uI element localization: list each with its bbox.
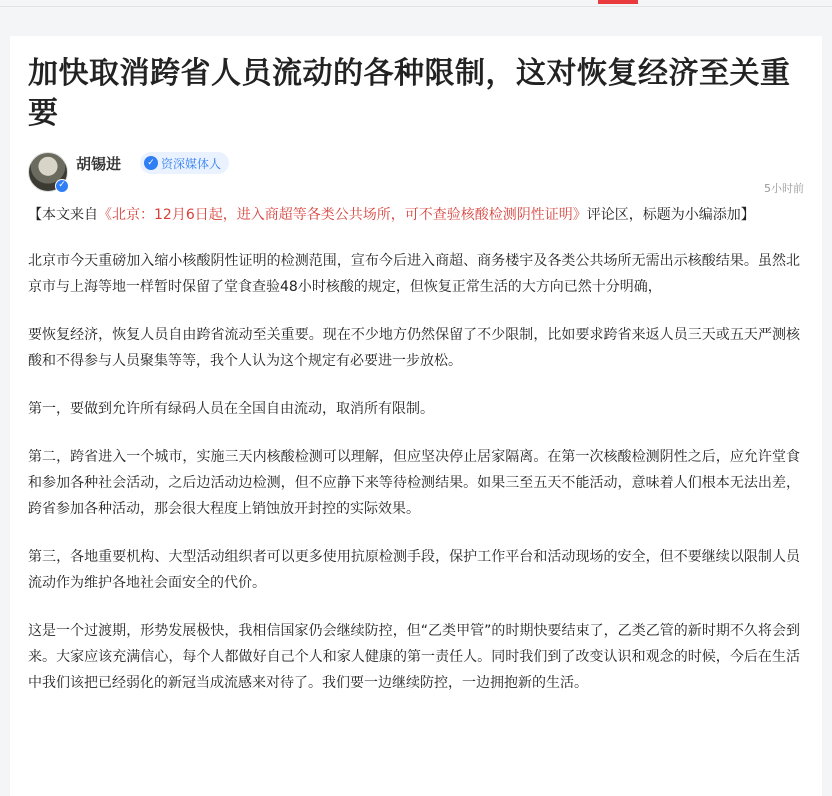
article-title: 加快取消跨省人员流动的各种限制，这对恢复经济至关重要 <box>28 56 791 131</box>
author-name[interactable]: 胡锡进 <box>76 155 122 173</box>
paragraph: 北京市今天重磅加入缩小核酸阴性证明的检测范围，宣布今后进入商超、商务楼宇及各类公共场所无需出示核酸结果。虽然北京市与上海等地一样暂时保留了堂食查验48小时核酸的规定，但恢复正常生活的大方向已然十分明确， <box>28 253 800 295</box>
check-badge-icon: ✓ <box>144 156 158 170</box>
source-article-link[interactable]: 《北京：12月6日起，进入商超等各类公共场所，可不查验核酸检测阴性证明》 <box>98 207 587 223</box>
intro-prefix: 【本文来自 <box>28 207 98 223</box>
author-row <box>28 152 804 200</box>
verified-check-icon: ✓ <box>55 179 69 193</box>
top-nav-bar <box>0 0 832 7</box>
active-nav-indicator <box>598 0 638 4</box>
paragraph: 第二，跨省进入一个城市，实施三天内核酸检测可以理解，但应坚决停止居家隔离。在第一次核酸检测阴性之后，应允许堂食和参加各种社会活动，之后边活动边检测，但不应静下来等待检测结果。如果三至五天不能活动，意味着人们根本无法出差，跨省参加各种活动，那会很大程度上销蚀放开封控的实际效果。 <box>28 449 800 517</box>
paragraph: 要恢复经济，恢复人员自由跨省流动至关重要。现在不少地方仍然保留了不少限制，比如要求跨省来返人员三天或五天严测核酸和不得参与人员聚集等等，我个人认为这个规定有必要进一步放松。 <box>28 327 800 369</box>
article-card <box>10 36 822 796</box>
paragraph: 第三，各地重要机构、大型活动组织者可以更多使用抗原检测手段，保护工作平台和活动现场的安全，但不要继续以限制人员流动作为维护各地社会面安全的代价。 <box>28 549 800 591</box>
intro-paragraph <box>28 202 800 228</box>
verify-tag <box>140 152 229 174</box>
publish-time: 5小时前 <box>764 182 804 195</box>
paragraph: 第一，要做到允许所有绿码人员在全国自由流动，取消所有限制。 <box>28 401 434 417</box>
intro-suffix: 评论区，标题为小编添加】 <box>586 207 755 223</box>
paragraph: 这是一个过渡期，形势发展极快，我相信国家仍会继续防控，但“乙类甲管”的时期快要结束了，乙类乙管的新时期不久将会到来。大家应该充满信心，每个人都做好自己个人和家人健康的第一责任人。同时我们到了改变认识和观念的时候，今后在生活中我们该把已经弱化的新冠当成流感来对待了。我们要一边继续防控，一边拥抱新的生活。 <box>28 623 800 691</box>
verify-label: 资深媒体人 <box>161 156 222 171</box>
article-body <box>28 202 800 718</box>
author-avatar[interactable] <box>28 152 68 192</box>
